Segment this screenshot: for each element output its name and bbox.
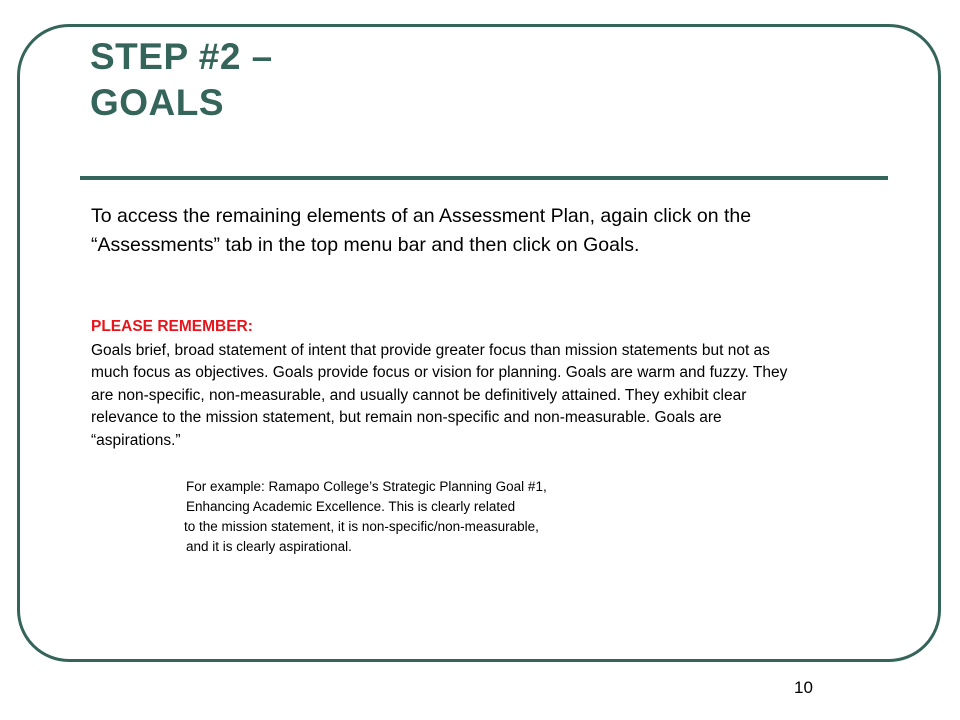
title-divider — [80, 176, 888, 180]
intro-paragraph: To access the remaining elements of an Assessment Plan, again click on the “Assessments” tab in the top menu bar and then click on Goals. — [91, 205, 752, 256]
page-number: 10 — [794, 678, 813, 697]
goals-definition: Goals brief, broad statement of intent that provide greater focus than mission statements but not as much focus as objectives. Goals provide focus or vision for planning. Goals are warm and fuzzy. They are non-specific, non-measurable, and usually cannot be definitively attained. They exhibit clear relevance to the mission statement, but remain non-specific and non-measurable. Goals are “aspirations.” — [91, 342, 788, 449]
remember-heading: PLEASE REMEMBER: — [91, 318, 253, 335]
example-line-3: to the mission statement, it is non-specific/non-measurable, — [184, 519, 539, 534]
title-line-1: STEP #2 – — [90, 36, 273, 77]
slide-title — [90, 34, 273, 126]
example-line-2: Enhancing Academic Excellence. This is clearly related — [186, 499, 516, 514]
title-line-2: GOALS — [90, 82, 225, 123]
example-line-1: For example: Ramapo College’s Strategic Planning Goal #1, — [186, 479, 547, 494]
example-line-4: and it is clearly aspirational. — [186, 539, 352, 554]
example-block — [186, 477, 646, 557]
